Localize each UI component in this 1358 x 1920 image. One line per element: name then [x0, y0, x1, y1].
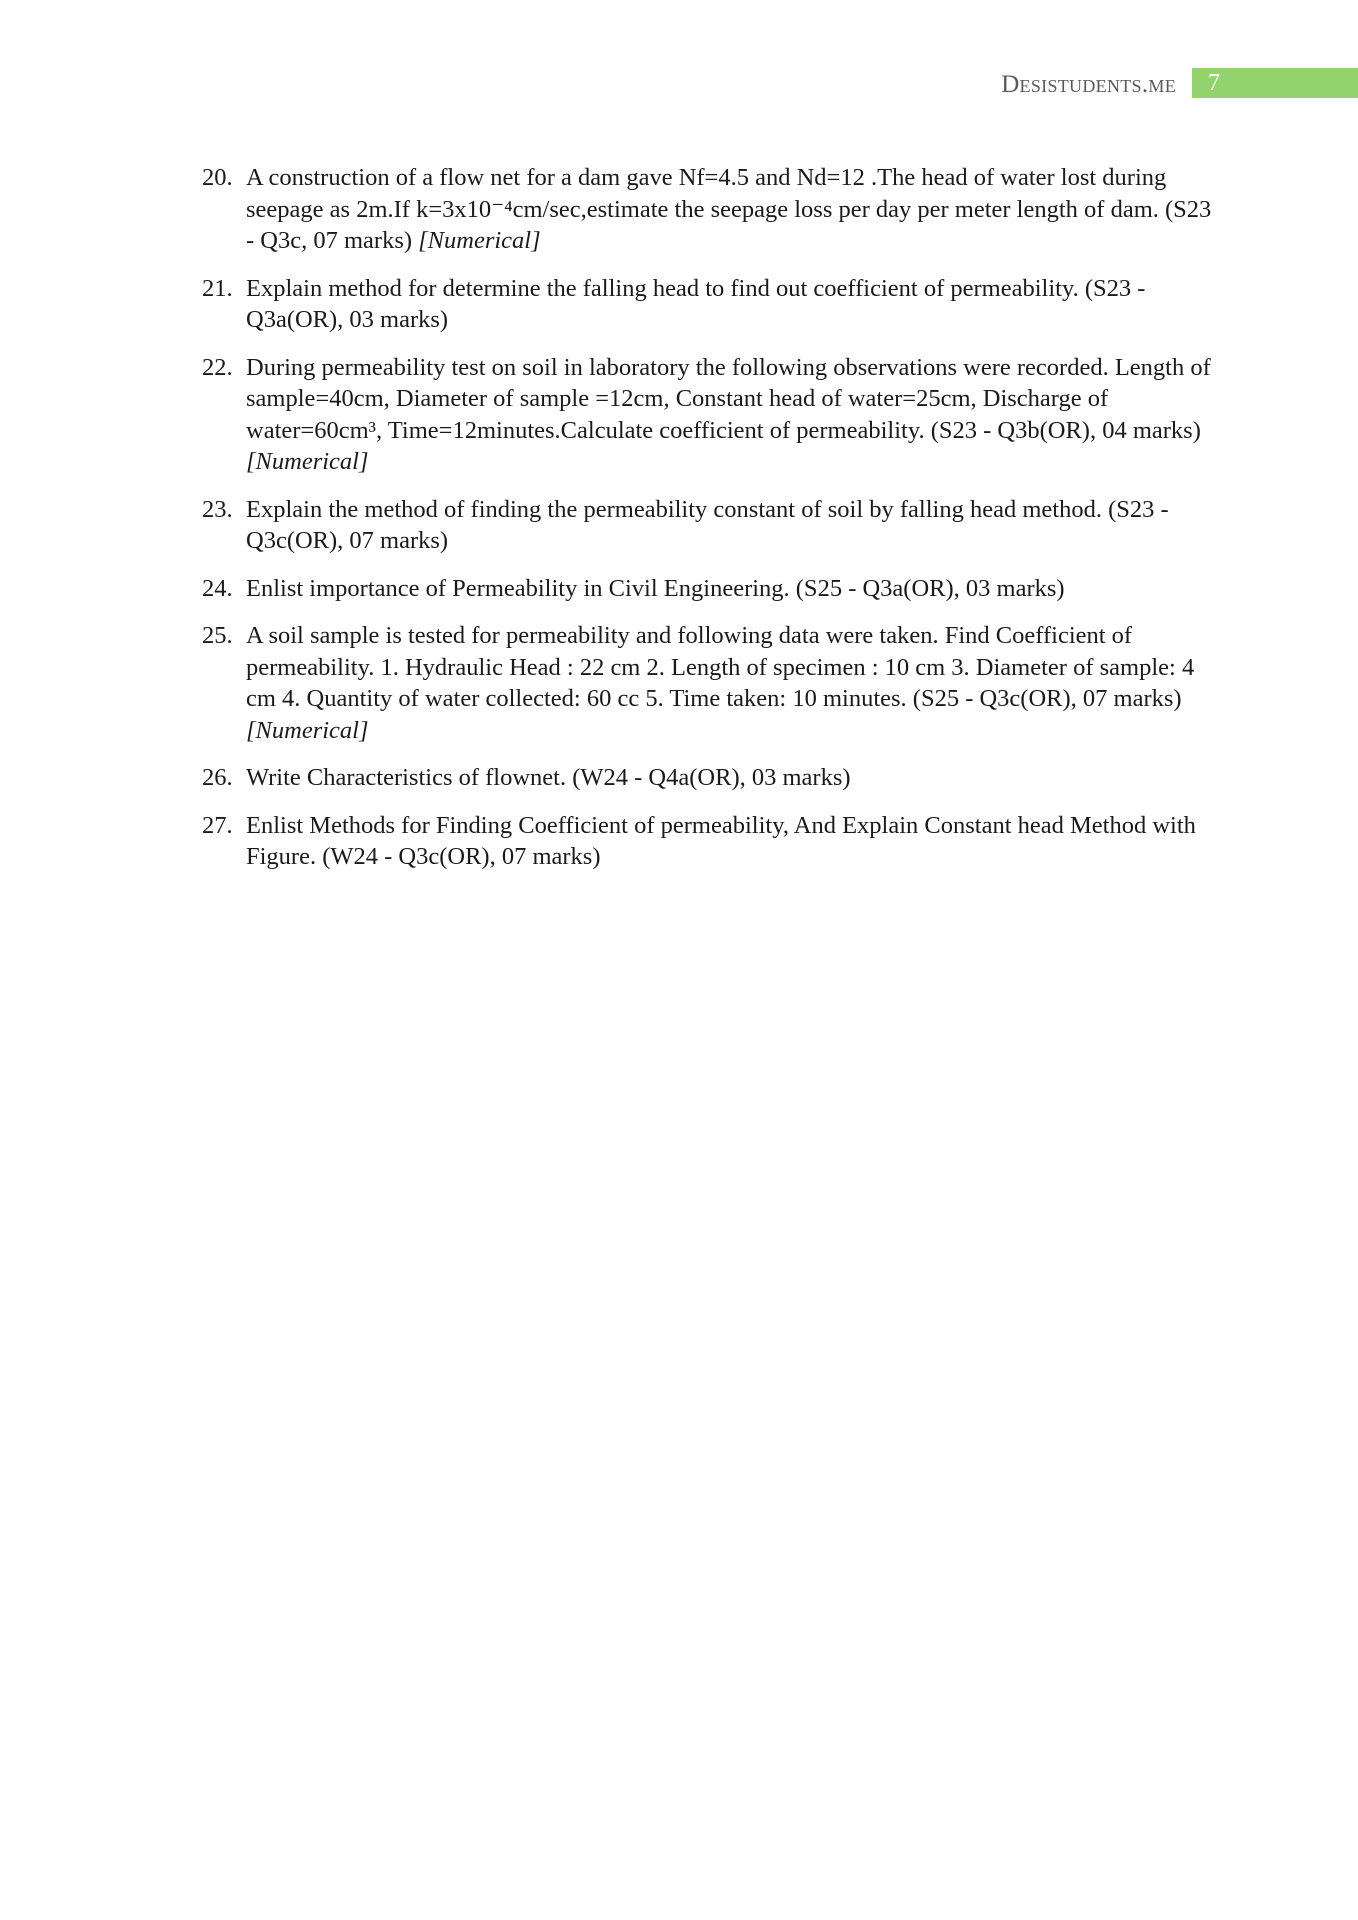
- site-name: Desistudents.me: [1001, 71, 1176, 98]
- question-item: [202, 620, 1212, 746]
- question-item: [202, 494, 1212, 557]
- question-text: Explain method for determine the falling head to find out coefficient of permeability. (S23 - Q3a(OR), 03 marks): [246, 274, 1146, 333]
- question-number: 23.: [202, 495, 233, 523]
- question-text: During permeability test on soil in laboratory the following observations were recorded. Length of sample=40cm, Diameter of sample =12cm, Constant head of water=25cm, Discharge of water=60cm³, Time=12minutes.Calculate coefficient of permeability. (S23 - Q3b(OR), 04 marks): [246, 353, 1211, 444]
- question-text: Enlist importance of Permeability in Civil Engineering. (S25 - Q3a(OR), 03 marks): [246, 574, 1065, 602]
- question-tag: [Numerical]: [246, 448, 369, 475]
- question-number: 24.: [202, 574, 233, 602]
- question-item: [202, 573, 1212, 605]
- question-text: Write Characteristics of flownet. (W24 - Q4a(OR), 03 marks): [246, 764, 851, 791]
- question-list: [202, 162, 1212, 889]
- question-item: [202, 810, 1212, 873]
- question-text: A soil sample is tested for permeability and following data were taken. Find Coefficient of permeability. 1. Hydraulic Head : 22 cm 2. Length of specimen : 10 cm 3. Diameter of sample: 4 cm 4. Quantity of water collected: 60 cc 5. Time taken: 10 minutes. (S25 - Q3c(OR), 07 marks): [246, 622, 1195, 712]
- question-number: 27.: [202, 811, 233, 839]
- page-number-badge: 7: [1192, 68, 1358, 98]
- question-number: 25.: [202, 622, 233, 649]
- question-text: Enlist Methods for Finding Coefficient of permeability, And Explain Constant head Method with Figure. (W24 - Q3c(OR), 07 marks): [246, 811, 1196, 870]
- page-header: [1001, 68, 1358, 98]
- question-tag: [Numerical]: [418, 227, 541, 254]
- question-number: 22.: [202, 353, 233, 381]
- question-number: 20.: [202, 164, 233, 191]
- question-text: Explain the method of finding the permeability constant of soil by falling head method. (S23 - Q3c(OR), 07 marks): [246, 495, 1169, 554]
- question-number: 26.: [202, 764, 233, 791]
- question-text: A construction of a flow net for a dam gave Nf=4.5 and Nd=12 .The head of water lost during seepage as 2m.If k=3x10⁻⁴cm/sec,estimate the seepage loss per day per meter length of dam. (S23 - Q3c, 07 marks): [246, 164, 1212, 254]
- question-tag: [Numerical]: [246, 716, 369, 744]
- question-number: 21.: [202, 274, 233, 302]
- question-item: [202, 273, 1212, 336]
- question-item: [202, 762, 1212, 794]
- question-item: [202, 352, 1212, 478]
- question-item: [202, 162, 1212, 257]
